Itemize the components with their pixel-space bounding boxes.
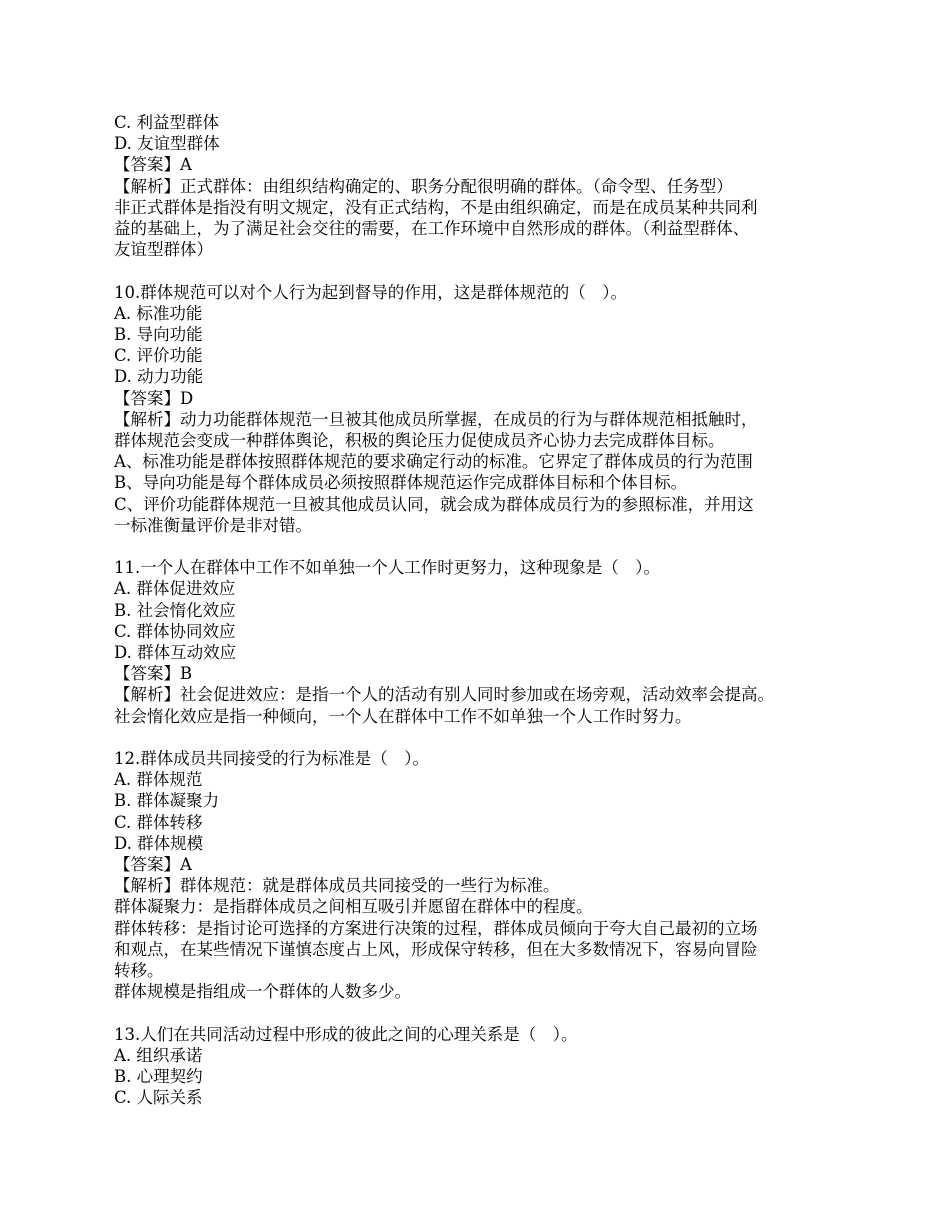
explanation-line: 【解析】社会促进效应：是指一个人的活动有别人同时参加或在场旁观，活动效率会提高。 [114,685,774,705]
explanation-line: 友谊型群体） [114,240,213,260]
spacer [114,260,874,281]
option-b: B. 心理契约 [114,1067,203,1087]
explanation-line: 【解析】正式群体：由组织结构确定的、职务分配很明确的群体。（命令型、任务型） [114,176,733,196]
spacer [114,727,874,748]
option-b: B. 社会惰化效应 [114,600,236,620]
option-c: C. 评价功能 [114,346,203,366]
explanation-line: 群体凝聚力：是指群体成员之间相互吸引并愿留在群体中的程度。 [114,897,593,917]
document-page [114,112,874,1108]
explanation-line: 【解析】动力功能群体规范一旦被其他成员所掌握，在成员的行为与群体规范相抵触时， [114,409,758,429]
option-b: B. 导向功能 [114,325,203,345]
explanation-line: 益的基础上，为了满足社会交往的需要，在工作环境中自然形成的群体。（利益型群体、 [114,219,750,239]
option-c: C. 人际关系 [114,1088,203,1108]
question-stem: 10.群体规范可以对个人行为起到督导的作用，这是群体规范的（ ）。 [114,282,627,302]
answer: 【答案】B [114,664,193,684]
option-d: D. 群体规模 [114,833,204,853]
question-10 [114,282,874,536]
explanation-line: C、评价功能群体规范一旦被其他成员认同，就会成为群体成员行为的参照标准，并用这 [114,494,754,514]
question-12 [114,748,874,1002]
spacer [114,536,874,557]
option-a: A. 群体促进效应 [114,579,236,599]
explanation-line: 非正式群体是指没有明文规定，没有正式结构，不是由组织确定，而是在成员某种共同利 [114,197,758,217]
explanation-line: A、标准功能是群体按照群体规范的要求确定行动的标准。它界定了群体成员的行为范围 [114,452,753,472]
question-stem: 11.一个人在群体中工作不如单独一个人工作时更努力，这种现象是（ ）。 [114,558,660,578]
question-stem: 12.群体成员共同接受的行为标准是（ ）。 [114,749,429,769]
explanation-line: 社会惰化效应是指一种倾向，一个人在群体中工作不如单独一个人工作时努力。 [114,706,692,726]
spacer [114,1002,874,1023]
question-11 [114,557,874,727]
option-a: A. 标准功能 [114,303,203,323]
explanation-line: 群体转移：是指讨论可选择的方案进行决策的过程，群体成员倾向于夸大自己最初的立场 [114,918,758,938]
explanation-line: 一标准衡量评价是非对错。 [114,515,312,535]
answer: 【答案】D [114,388,194,408]
question-stem: 13.人们在共同活动过程中形成的彼此之间的心理关系是（ ）。 [114,1024,578,1044]
option-a: A. 组织承诺 [114,1045,203,1065]
option-d: D. 友谊型群体 [114,134,220,154]
option-c: C. 利益型群体 [114,113,220,132]
option-a: A. 群体规范 [114,770,203,790]
option-d: D. 动力功能 [114,367,204,387]
explanation-line: 和观点，在某些情况下谨慎态度占上风，形成保守转移，但在大多数情况下，容易向冒险 [114,939,758,959]
answer: 【答案】A [114,855,192,875]
option-b: B. 群体凝聚力 [114,791,220,811]
answer: 【答案】A [114,155,192,175]
explanation-line: 转移。 [114,961,164,981]
explanation-line: 群体规模是指组成一个群体的人数多少。 [114,982,411,1002]
intro-block [114,112,874,260]
explanation-line: 【解析】群体规范：就是群体成员共同接受的一些行为标准。 [114,876,560,896]
explanation-line: 群体规范会变成一种群体舆论，积极的舆论压力促使成员齐心协力去完成群体目标。 [114,431,725,451]
option-c: C. 群体协同效应 [114,621,236,641]
option-d: D. 群体互动效应 [114,643,237,663]
option-c: C. 群体转移 [114,812,203,832]
explanation-line: B、导向功能是每个群体成员必须按照群体规范运作完成群体目标和个体目标。 [114,473,688,493]
question-13 [114,1024,874,1109]
